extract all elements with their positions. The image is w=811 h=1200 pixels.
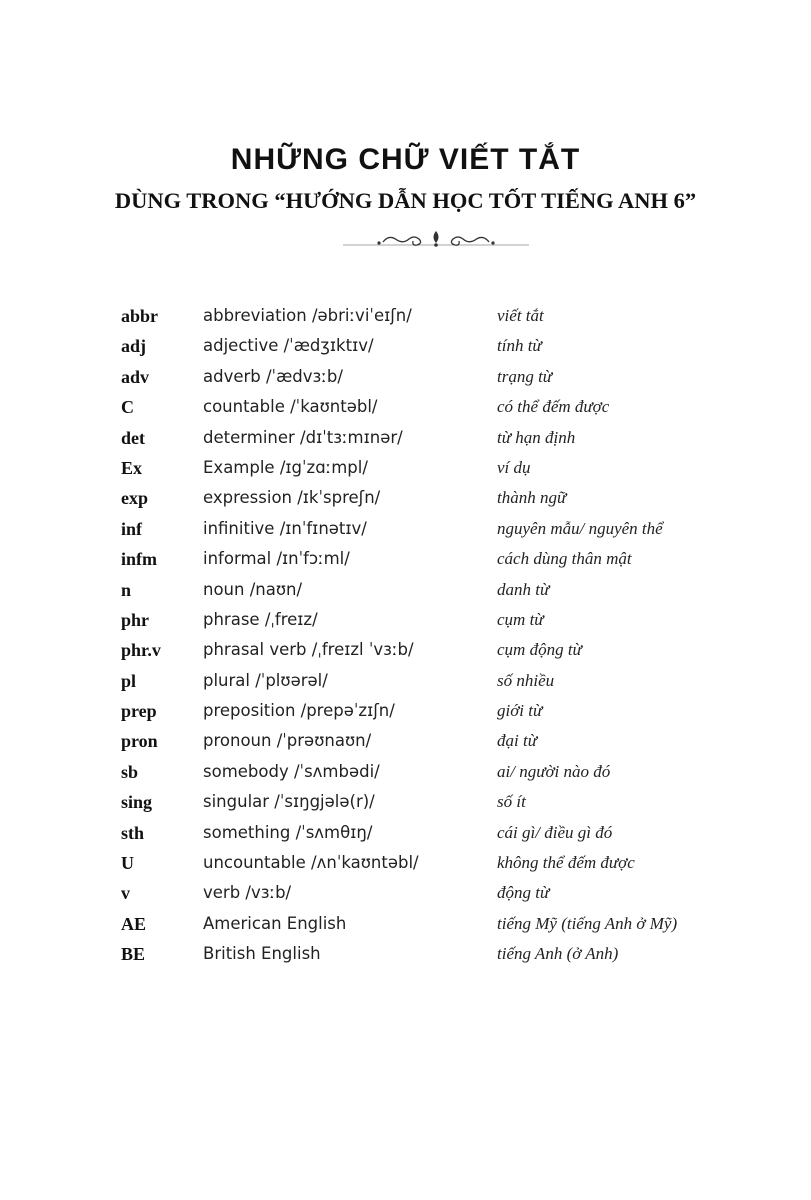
list-item xyxy=(0,306,811,336)
meaning: trạng từ xyxy=(497,366,553,386)
term: adjective /ˈædʒɪktɪv/ xyxy=(203,336,374,356)
meaning: thành ngữ xyxy=(497,488,567,508)
abbreviation: Ex xyxy=(121,457,143,478)
term: singular /ˈsɪŋgjələ(r)/ xyxy=(203,792,375,812)
list-item xyxy=(0,731,811,761)
meaning: tiếng Anh (ở Anh) xyxy=(497,944,619,964)
meaning: ai/ người nào đó xyxy=(497,761,611,781)
list-item xyxy=(0,883,811,913)
term: phrasal verb /ˌfreɪzl ˈvɜːb/ xyxy=(203,640,414,660)
meaning: số ít xyxy=(497,792,526,812)
meaning: động từ xyxy=(497,883,550,903)
meaning: số nhiều xyxy=(497,670,555,690)
term: uncountable /ʌnˈkaʊntəbl/ xyxy=(203,853,419,873)
abbreviation: adj xyxy=(121,336,147,357)
decorative-flourish-icon xyxy=(343,228,529,252)
list-item xyxy=(0,701,811,731)
meaning: cụm động từ xyxy=(497,640,582,660)
list-item xyxy=(0,336,811,366)
term: noun /naʊn/ xyxy=(203,579,303,599)
meaning: danh từ xyxy=(497,579,550,599)
abbreviation: sing xyxy=(121,792,153,813)
abbreviation: phr xyxy=(121,609,150,630)
term: expression /ɪkˈspreʃn/ xyxy=(203,488,381,508)
abbreviation: exp xyxy=(121,488,148,509)
list-item xyxy=(0,671,811,701)
list-item xyxy=(0,610,811,640)
list-item xyxy=(0,367,811,397)
abbreviation: inf xyxy=(121,518,143,539)
term: determiner /dɪˈtɜːmɪnər/ xyxy=(203,427,403,447)
abbreviation: AE xyxy=(121,913,147,934)
term: somebody /ˈsʌmbədi/ xyxy=(203,761,380,781)
term: Example /ɪgˈzɑːmpl/ xyxy=(203,457,368,477)
list-item xyxy=(0,944,811,974)
abbreviation: BE xyxy=(121,944,146,965)
abbreviation: prep xyxy=(121,701,157,722)
meaning: không thể đếm được xyxy=(497,853,635,873)
abbreviation: v xyxy=(121,883,130,904)
abbreviation: infm xyxy=(121,549,157,570)
meaning: tiếng Mỹ (tiếng Anh ở Mỹ) xyxy=(497,913,678,933)
list-item xyxy=(0,853,811,883)
meaning: từ hạn định xyxy=(497,427,576,447)
term: British English xyxy=(203,944,321,964)
abbreviation-list xyxy=(0,306,811,975)
meaning: cách dùng thân mật xyxy=(497,549,632,569)
abbreviation: phr.v xyxy=(121,640,161,661)
meaning: đại từ xyxy=(497,731,537,751)
term: plural /ˈplʊərəl/ xyxy=(203,670,328,690)
abbreviation: adv xyxy=(121,366,150,387)
page-subtitle: DÙNG TRONG “HƯỚNG DẪN HỌC TỐT TIẾNG ANH 6” xyxy=(114,188,697,213)
list-item xyxy=(0,519,811,549)
term: verb /vɜːb/ xyxy=(203,883,292,903)
abbreviation: sth xyxy=(121,822,145,843)
list-item xyxy=(0,914,811,944)
meaning: viết tắt xyxy=(497,306,544,325)
list-item xyxy=(0,640,811,670)
list-item xyxy=(0,397,811,427)
abbreviation: n xyxy=(121,579,132,600)
term: phrase /ˌfreɪz/ xyxy=(203,609,318,629)
term: preposition /prepəˈzɪʃn/ xyxy=(203,701,395,721)
meaning: giới từ xyxy=(497,701,543,721)
abbreviation: pron xyxy=(121,731,158,752)
list-item xyxy=(0,428,811,458)
term: American English xyxy=(203,913,347,933)
abbreviation: C xyxy=(121,397,134,418)
meaning: cái gì/ điều gì đó xyxy=(497,822,613,842)
abbreviation: U xyxy=(121,853,134,874)
abbreviation: abbr xyxy=(121,306,159,326)
term: informal /ɪnˈfɔːml/ xyxy=(203,549,350,569)
term: something /ˈsʌmθɪŋ/ xyxy=(203,822,373,842)
meaning: nguyên mẫu/ nguyên thể xyxy=(497,518,663,538)
page-title: NHỮNG CHỮ VIẾT TẮT xyxy=(230,143,581,176)
list-item xyxy=(0,792,811,822)
term: infinitive /ɪnˈfɪnətɪv/ xyxy=(203,518,367,538)
list-item xyxy=(0,762,811,792)
meaning: tính từ xyxy=(497,336,542,356)
list-item xyxy=(0,488,811,518)
term: pronoun /ˈprəʊnaʊn/ xyxy=(203,731,372,751)
list-item xyxy=(0,549,811,579)
abbreviation: sb xyxy=(121,761,139,782)
abbreviation: det xyxy=(121,427,145,448)
list-item xyxy=(0,458,811,488)
list-item xyxy=(0,823,811,853)
meaning: cụm từ xyxy=(497,609,544,629)
term: adverb /ˈædvɜːb/ xyxy=(203,366,343,386)
meaning: có thể đếm được xyxy=(497,397,610,417)
meaning: ví dụ xyxy=(497,457,531,477)
abbreviation: pl xyxy=(121,670,137,691)
term: abbreviation /əbriːviˈeɪʃn/ xyxy=(203,306,412,325)
term: countable /ˈkaʊntəbl/ xyxy=(203,397,378,417)
list-item xyxy=(0,580,811,610)
